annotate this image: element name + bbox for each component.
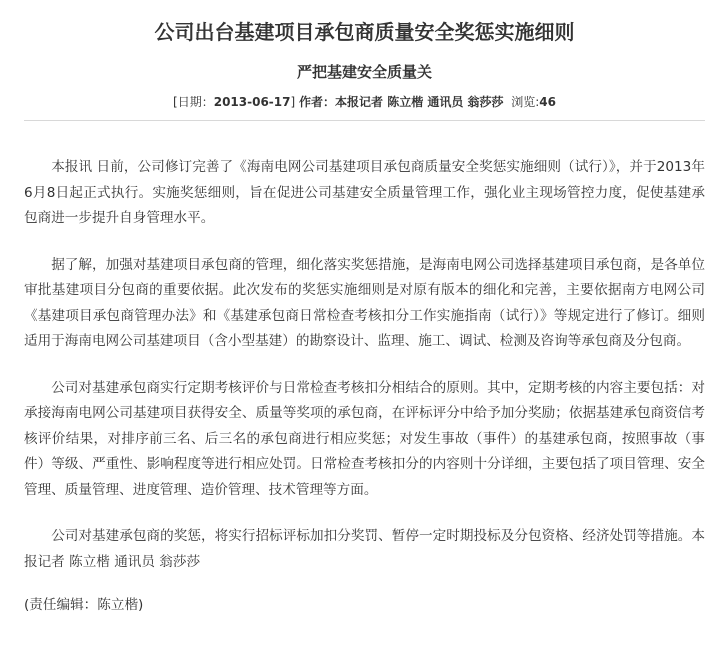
paragraph-4: 公司对基建承包商的奖惩，将实行招标评标加扣分奖罚、暂停一定时期投标及分包资格、经济处罚等措施。本报记者 陈立楷 通讯员 翁莎莎 — [24, 528, 705, 570]
article-subtitle: 严把基建安全质量关 — [296, 63, 432, 81]
meta-author: 本报记者 陈立楷 通讯员 翁莎莎 — [335, 95, 504, 109]
meta-date-close: ] — [290, 95, 296, 109]
article-title: 公司出台基建项目承包商质量安全奖惩实施细则 — [154, 20, 575, 44]
meta-date-label: [日期： — [173, 95, 214, 109]
meta-divider — [24, 120, 705, 121]
paragraph-1: 本报讯 日前，公司修订完善了《海南电网公司基建项目承包商质量安全奖惩实施细则（试行）》，并于2013年6月8日起正式执行。实施奖惩细则，旨在促进公司基建安全质量管理工作，强化业主现场管控力度，促使基建承包商进一步提升自身管理水平。 — [24, 159, 705, 226]
paragraph-2: 据了解，加强对基建项目承包商的管理，细化落实奖惩措施，是海南电网公司选择基建项目承包商，是各单位审批基建项目分包商的重要依据。此次发布的奖惩实施细则是对原有版本的细化和完善，主要依据南方电网公司《基建项目承包商管理办法》和《基建承包商日常检查考核扣分工作实施指南（试行）》等规定进行了修订。细则适用于海南电网公司基建项目（含小型基建）的勘察设计、监理、施工、调试、检测及咨询等承包商及分包商。 — [24, 256, 705, 349]
meta-date: 2013-06-17 — [213, 95, 291, 109]
meta-author-label: 作者： — [299, 95, 336, 109]
article-meta — [24, 92, 705, 112]
paragraph-3: 公司对基建承包商实行定期考核评价与日常检查考核扣分相结合的原则。其中，定期考核的内容主要包括：对承接海南电网公司基建项目获得安全、质量等奖项的承包商，在评标评分中给予加分奖励；依据基建承包商资信考核评价结果，对排序前三名、后三名的承包商进行相应奖惩；对发生事故（事件）的基建承包商，按照事故（事件）等级、严重性、影响程度等进行相应处罚。日常检查考核扣分的内容则十分详细，主要包括了项目管理、安全管理、质量管理、进度管理、造价管理、技术管理等方面。 — [24, 379, 705, 498]
meta-views: 46 — [539, 95, 556, 109]
article-body — [24, 155, 705, 575]
responsible-editor: (责任编辑：陈立楷) — [24, 597, 144, 613]
meta-views-label: 浏览: — [511, 95, 540, 109]
